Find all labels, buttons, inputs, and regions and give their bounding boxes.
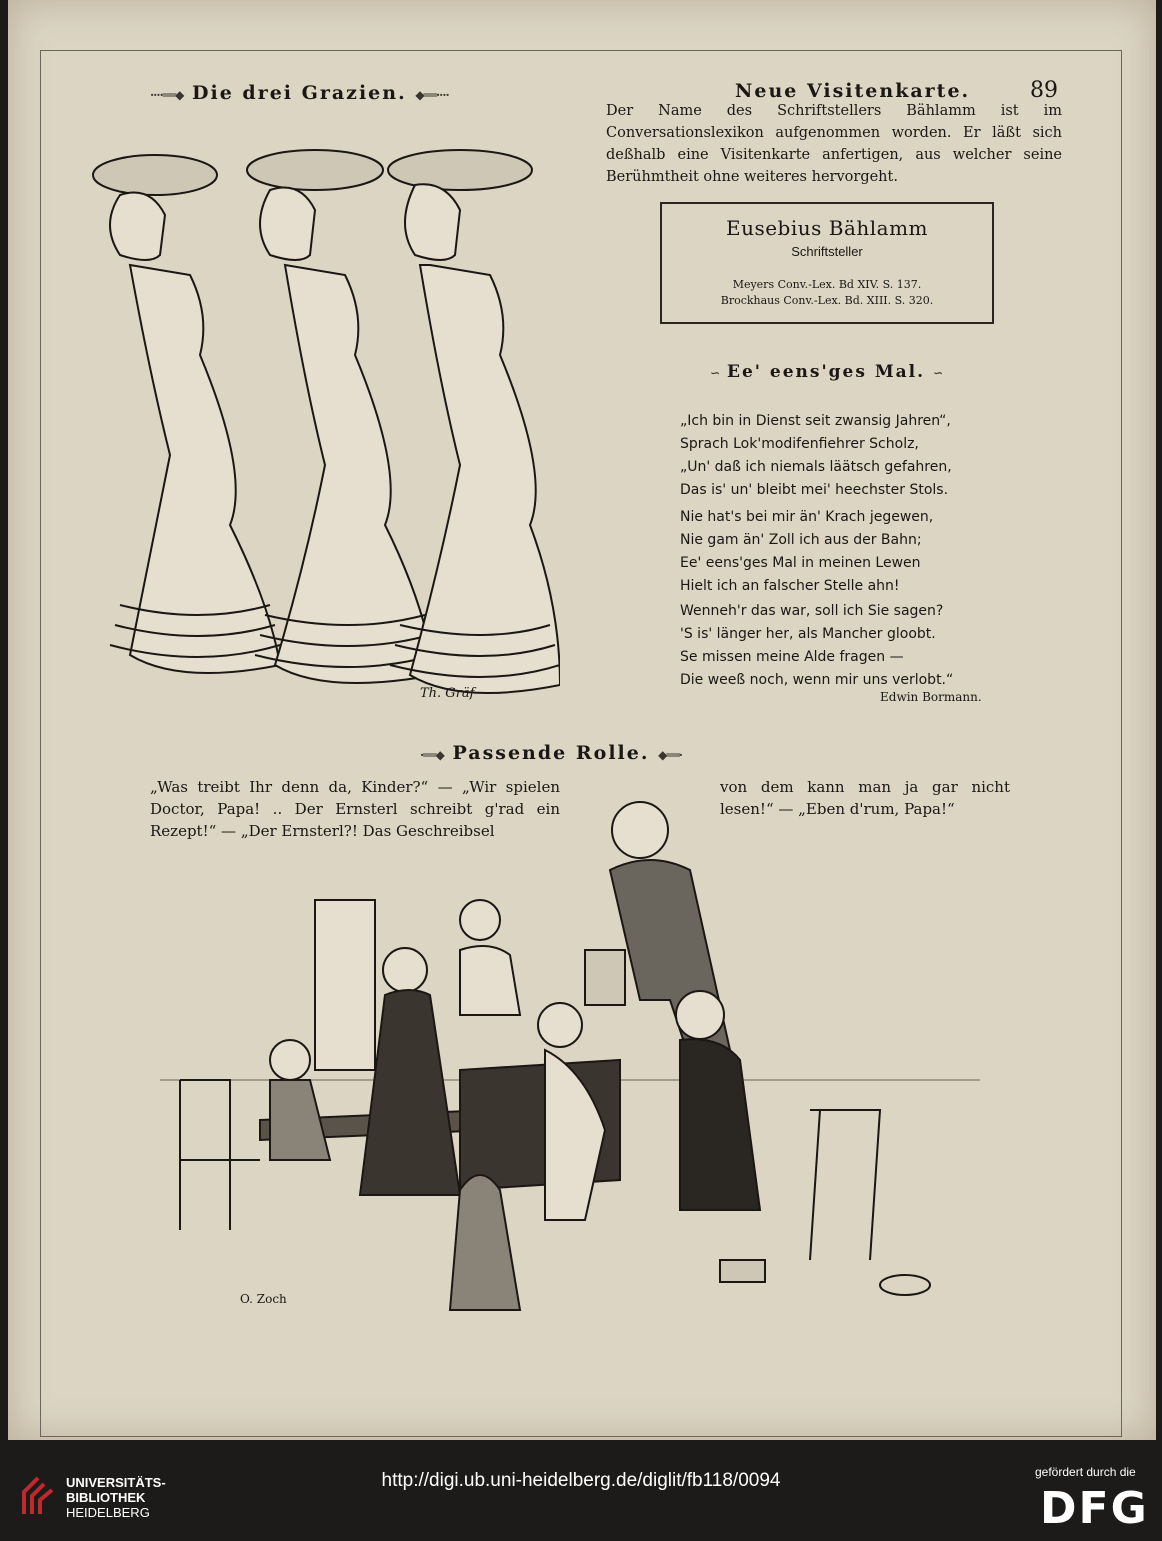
poem-line: Hielt ich an falscher Stelle ahn!: [680, 578, 900, 594]
rolle-signature: O. Zoch: [240, 1292, 287, 1306]
three-graces-illustration: [60, 125, 560, 715]
document-url[interactable]: http://digi.ub.uni-heidelberg.de/diglit/fb118/0094: [381, 1470, 781, 1491]
graces-title-row: [150, 82, 449, 104]
poem-line: Ee' eens'ges Mal in meinen Lewen: [680, 555, 921, 571]
funded-by-label: gefördert durch die: [1035, 1465, 1136, 1479]
ornament-rule-left: ····══◆: [150, 88, 184, 102]
visiting-card-box: [660, 202, 994, 324]
page-number: 89: [1030, 78, 1058, 103]
ornament-rule-right: ◆══····: [415, 88, 449, 102]
visiting-card-intro: Der Name des Schriftstellers Bählamm ist im Conversationslexikon aufgenommen worden. Er läßt sich deßhalb eine Visitenkarte anfertigen, aus welcher seine Berühmtheit ohne weiteres hervorgeht.: [606, 103, 1062, 185]
ornament-swirl-left: ∽: [710, 366, 720, 380]
rolle-title-row: [420, 742, 682, 764]
poem-stanza-3: [680, 600, 953, 692]
visiting-card-title: Neue Visitenkarte.: [735, 80, 971, 102]
rolle-text-left: „Was treibt Ihr denn da, Kinder?“ — „Wir spielen Doctor, Papa! .. Der Ernsterl schreibt g'rad ein Rezept!“ — „Der Ernsterl?! Das Geschreibsel: [150, 778, 560, 840]
poem-line: Wenneh'r das war, soll ich Sie sagen?: [680, 603, 944, 619]
poem-line: Das is' un' bleibt mei' heechster Stols.: [680, 482, 949, 498]
graces-signature: Th. Gräf: [420, 686, 475, 701]
library-line-3: HEIDELBERG: [66, 1505, 150, 1520]
poem-line: Se missen meine Alde fragen —: [680, 649, 904, 665]
dfg-logo: DFG: [1040, 1483, 1149, 1534]
poem-line: Nie gam än' Zoll ich aus der Bahn;: [680, 532, 922, 548]
ornament-rule-right: ◆══·: [658, 748, 682, 762]
ornament-rule-left: ·══◆: [420, 748, 444, 762]
poem-author: Edwin Bormann.: [880, 690, 982, 704]
children-doctor-illustration: [160, 780, 980, 1340]
poem-title: Ee' eens'ges Mal.: [726, 362, 926, 382]
poem-title-row: [710, 362, 942, 382]
ornament-swirl-right: ∽: [932, 366, 943, 380]
card-name: Eusebius Bählamm: [725, 216, 929, 240]
poem-line: Nie hat's bei mir än' Krach jegewen,: [680, 509, 934, 525]
rolle-text-right: von dem kann man ja gar nicht lesen!“ — „Eben d'rum, Papa!“: [720, 778, 1010, 818]
library-line-2: BIBLIOTHEK: [66, 1490, 146, 1505]
poem-line: 'S is' länger her, als Mancher gloobt.: [680, 626, 936, 642]
poem-stanza-1: [680, 410, 952, 502]
poem-stanza-2: [680, 506, 933, 598]
library-line-1: UNIVERSITÄTS-: [66, 1475, 166, 1490]
poem-line: „Ich bin in Dienst seit zwansig Jahren“,: [680, 413, 951, 429]
card-reference-1: Meyers Conv.-Lex. Bd XIV. S. 137.: [732, 278, 922, 291]
card-reference-2: Brockhaus Conv.-Lex. Bd. XIII. S. 320.: [720, 294, 934, 307]
poem-line: Die weeß noch, wenn mir uns verlobt.“: [680, 672, 954, 688]
rolle-title: Passende Rolle.: [452, 742, 650, 764]
poem-line: „Un' daß ich niemals läätsch gefahren,: [680, 459, 952, 475]
card-role: Schriftsteller: [791, 244, 863, 259]
poem-line: Sprach Lok'modifenfiehrer Scholz,: [680, 436, 919, 452]
graces-title: Die drei Grazien.: [192, 82, 407, 104]
